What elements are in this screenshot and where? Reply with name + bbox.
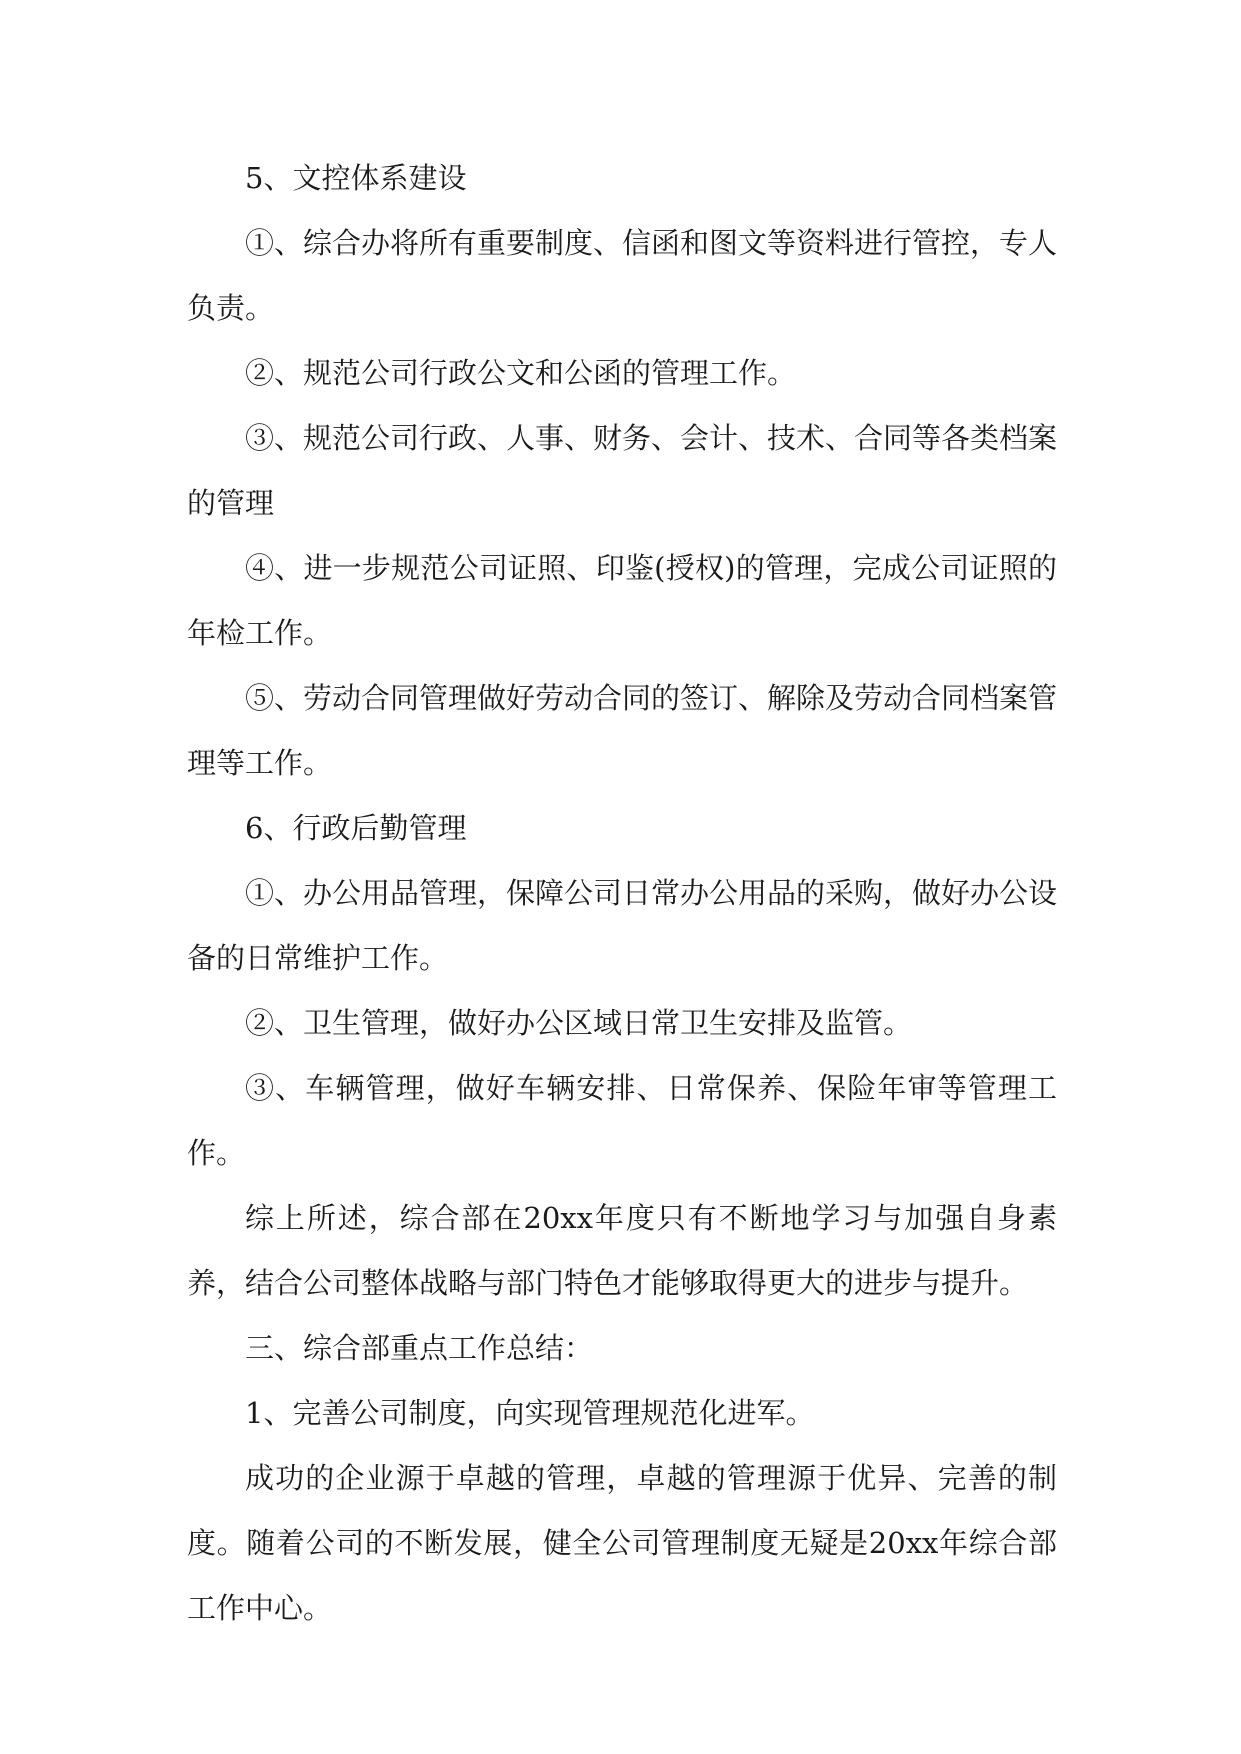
paragraph: ①、办公用品管理，保障公司日常办公用品的采购，做好办公设备的日常维护工作。 <box>187 876 1058 975</box>
paragraph: ③、规范公司行政、人事、财务、会计、技术、合同等各类档案的管理 <box>187 421 1058 520</box>
paragraph-section-heading: 三、综合部重点工作总结： <box>245 1331 594 1365</box>
paragraph: ⑤、劳动合同管理做好劳动合同的签订、解除及劳动合同档案管理等工作。 <box>187 681 1058 780</box>
paragraph: ①、综合办将所有重要制度、信函和图文等资料进行管控，专人负责。 <box>187 226 1058 325</box>
paragraph: ②、卫生管理，做好办公区域日常卫生安排及监管。 <box>245 1006 913 1040</box>
paragraph: ③、车辆管理，做好车辆安排、日常保养、保险年审等管理工作。 <box>187 1071 1057 1170</box>
paragraph: ②、规范公司行政公文和公函的管理工作。 <box>245 356 797 390</box>
paragraph-heading-5: 5、文控体系建设 <box>245 161 467 195</box>
paragraph-heading-6: 6、行政后勤管理 <box>245 811 467 845</box>
paragraph: ④、进一步规范公司证照、印鉴(授权)的管理，完成公司证照的年检工作。 <box>187 551 1057 650</box>
paragraph-summary: 综上所述，综合部在20xx年度只有不断地学习与加强自身素养，结合公司整体战略与部门特色才能够取得更大的进步与提升。 <box>187 1201 1057 1300</box>
paragraph: 成功的企业源于卓越的管理，卓越的管理源于优异、完善的制度。随着公司的不断发展，健全公司管理制度无疑是20xx年综合部工作中心。 <box>187 1461 1057 1625</box>
document-body <box>187 146 1057 1641</box>
paragraph: 1、完善公司制度，向实现管理规范化进军。 <box>245 1396 815 1430</box>
